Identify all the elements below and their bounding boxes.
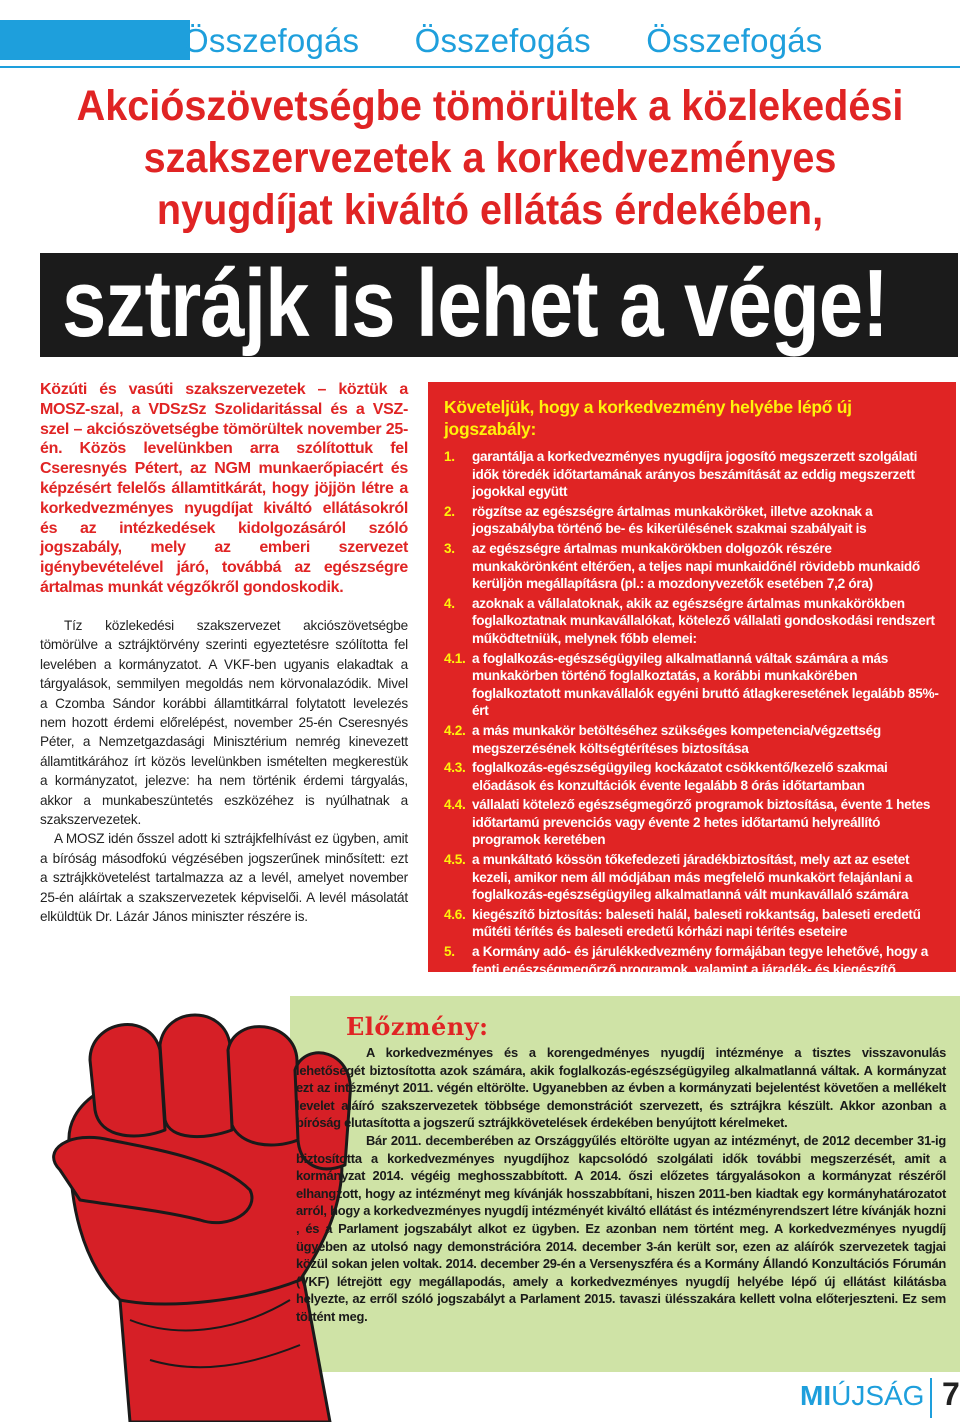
demand-text: rögzítse az egészségre ártalmas munkaköröket, illetve azoknak a jogszabályba történő be- és kikerülésének szakmai szabályait is	[472, 503, 873, 537]
demand-item	[444, 540, 940, 593]
masthead-word: Összefogás	[646, 22, 823, 59]
demand-text: a Kormány adó- és járulékkedvezmény formájában tegye lehetővé, hogy a fenti egészségmegőrző programok, valamint a járadék- és kiegészítő biztosítások esetében mind a szerződő, mind a biztosított részéről adó- és	[472, 944, 929, 995]
masthead-word: Összefogás	[183, 22, 360, 59]
masthead-rule	[0, 66, 960, 68]
demand-subitem	[444, 851, 940, 904]
masthead-bar	[0, 20, 190, 60]
demand-text: a foglalkozás-egészségügyileg alkalmatlanná váltak számára a más munkakörben történő foglalkoztatás, a korábbi munkakörében foglalkoztatott munkavállalók egyéni bruttó átlagkeresetének legalább 85%-ért	[472, 650, 939, 719]
demand-subitem	[444, 796, 940, 849]
demands-panel	[428, 382, 956, 995]
demand-text: az egészségre ártalmas munkakörökben dolgozók részére munkakörönként eltérően, a teljes napi munkaidőnél rövidebb munkaidő kerüljön megállapításra (pl.: a mozdonyvezetők esetében 7,2 óra)	[472, 540, 920, 592]
headline-line: Akciószövetségbe tömörültek a közlekedési	[76, 82, 904, 130]
headline	[76, 80, 904, 236]
lead-paragraph: Közúti és vasúti szakszervezetek – köztük a MOSZ-szal, a VDSzSz Szolidaritással és a VSZ-szel – akciószövetségbe tömörültek november 25-én. Közös levelünkben arra szólítottuk fel Cseresnyés Pétert, az NGM munkaerőpiacért és képzésért felelős államtitkárát, hogy jöjjön létre a korkedvezményes nyugdíjat kiváltó ellátásokról és az intézkedések kidolgozásáról szóló jogszabály, mely az emberi szervezet igénybevételével járó, továbbá az egészségre ártalmas munkát végzőkről gondoskodik.	[40, 381, 408, 596]
demand-number: 3.	[444, 540, 455, 556]
strike-banner-text: sztrájk is lehet a vége!	[62, 250, 888, 357]
demand-number: 4.1.	[444, 650, 466, 666]
page-number: 7	[942, 1376, 960, 1412]
brand-ujsag: ÚJSÁG	[831, 1380, 925, 1411]
demand-number: 4.6.	[444, 906, 466, 922]
body-paragraph: A MOSZ idén ősszel adott ki sztrájkfelhívást ez ügyben, amit a bíróság másodfokú végzésében jogszerűnek minősített: ezt a sztrájkkövetelést tartalmazza az a levél, amelyet november 25-én aláírtak a szakszervezetek képviselői. A levél másolatát elküldtük Dr. Lázár János miniszter részére is.	[40, 831, 408, 925]
demand-text: a más munkakör betöltéséhez szükséges kompetencia/végzettség megszerzésének költségtérítéses biztosítása	[472, 722, 881, 756]
masthead-words	[183, 22, 847, 60]
demand-text: azoknak a vállalatoknak, akik az egészségre ártalmas munkakörökben foglalkoztatnak munkavállalókat, kötelező vállalati gondoskodási rendszert működtetniük, melynek főbb elemei:	[472, 595, 935, 646]
headline-line: nyugdíjat kiváltó ellátás érdekében,	[156, 186, 824, 234]
demand-subitem	[444, 759, 940, 794]
demands-list	[444, 448, 940, 1013]
body-paragraph: Tíz közlekedési szakszervezet akciószövetségbe tömörülve a sztrájktörvény szerinti egyeztetésre szólította fel levelében a kormányzatot. A VKF-ben ugyanis elakadtak a tárgyalások, semmilyen megoldás nem körvonalazódik. Mivel a Czomba Sándor korábbi államtitkárral folytatott levelezés nem hozott érdemi előrelépést, november 25-én Cseresnyés Péter, a Nemzetgazdasági Minisztérium nemrég kinevezett államtitkárához írt közös levelünkben ismételten megkerestük a kormányzatot, jelezve: ha nem történik érdemi tárgyalás, akkor a munkabeszüntetés eszközéhez is nyúlhatnak a szakszervezetek.	[40, 618, 408, 828]
strike-banner	[40, 250, 958, 357]
demand-item	[444, 595, 940, 648]
demand-number: 4.	[444, 595, 455, 611]
background-title: Előzmény:	[346, 1012, 489, 1041]
demand-number: 2.	[444, 503, 455, 519]
masthead-word: Összefogás	[414, 22, 591, 59]
demand-number: 4.4.	[444, 797, 466, 813]
demand-text: foglalkozás-egészségügyileg kockázatot csökkentő/kezelő szakmai előadások és konzultációk évente legalább 8 órás időtartamban	[472, 760, 888, 793]
brand-mi: MI	[800, 1380, 832, 1411]
footer-separator	[930, 1378, 932, 1418]
demand-number: 1.	[444, 449, 455, 464]
demand-text: kiegészítő biztosítás: baleseti halál, baleseti rokkantság, baleseti eredetű műtéti térítés és baleseti eredetű kórházi napi térítés eseteire	[472, 906, 921, 940]
demands-title: Követeljük, hogy a korkedvezmény helyébe lépő új jogszabály:	[444, 397, 852, 439]
demand-item	[444, 448, 940, 501]
demand-number: 4.3.	[444, 760, 466, 776]
demand-number: 4.2.	[444, 722, 466, 738]
demand-item	[444, 503, 940, 538]
demand-subitem	[444, 906, 940, 941]
article-body	[40, 616, 408, 927]
demand-number: 5.	[444, 944, 455, 960]
demand-number: 4.5.	[444, 852, 466, 868]
demand-text: garantálja a korkedvezményes nyugdíjra jogosító megszerzett szolgálati idők töredék időtartamának arányos beszámítását az eddig megszerzett jogokkal együtt	[472, 449, 918, 500]
demand-subitem	[444, 722, 940, 757]
demand-text: vállalati kötelező egészségmegőrző programok biztosítása, évente 1 hetes időtartamú prevenciós vagy évente 2 hetes időtartamú helyreállító programok keretében	[472, 797, 931, 848]
masthead	[0, 14, 960, 62]
demand-subitem	[444, 650, 940, 720]
background-text	[296, 1044, 946, 1326]
demand-text: a munkáltató kössön tőkefedezeti járadékbiztosítást, mely azt az esetet kezeli, amikor nem áll módjában más megfelelő munkakört felajánlani a foglalkozás-egészségügyileg alkalmatlanná vált munkavállaló számára	[472, 852, 913, 903]
headline-line: szakszervezetek a korkedvezményes	[143, 134, 837, 182]
footer-brand	[800, 1381, 924, 1411]
background-paragraph: A korkedvezményes és a korengedményes nyugdíj intézménye a tisztes visszavonulás lehetőségét biztosította azok számára, akik foglalkozás-egészségügyileg alkalmatlanná váltak. A kormányzat ezt az intézményt 2011. végén eltörölte. Ugyanebben az évben a kormányzati bejelentést követően a mellékelt levelet aláíró szakszervezetek többsége demonstrációt szervezett, és sztrájkra készült. Akkor azonban a bíróság elutasította a jogszerű sztrájkkövetelések érdekében benyújtott kérelmeket.	[296, 1045, 946, 1131]
background-paragraph: Bár 2011. decemberében az Országgyűlés eltörölte ugyan az intézményt, de 2012 december 31-ig biztosította a korkedvezményes nyugdíjhoz kapcsolódó szolgálati idők további megszerzését, amit a kormányzat 2014. végéig meghosszabbított. A 2014. őszi előzetes tárgyalásokon a kormányzat részéről elhangzott, hogy az intézményt meg kívánják hosszabbítani, hiszen 2011-ben kiadtak egy kormányhatározatot arról, hogy a korkedvezményes nyugdíj intézményét kiváltó ellátást és intézményrendszert létre kívánják hozni , és a Parlament jogszabályt alkot ez ügyben. Ez azonban nem történt meg. A korkedvezményes nyugdíj ügyében az utolsó nagy demonstrációra 2014. december 3-án került sor, ezen az aláírók szervezetek tagjai közül sokan jelen voltak. 2014. december 29-én a Versenyszféra és a Kormány Állandó Konzultációs Fórumán (VKF) létrejött egy megállapodás, amely a korkedvezményes nyugdíj helyébe lépő új ellátást kilátásba helyezte, az erről szóló jogszabályt a Parlament 2015. tavaszi ülésszakára kellett volna előterjeszteni. Ez sem történt meg.	[296, 1132, 946, 1324]
